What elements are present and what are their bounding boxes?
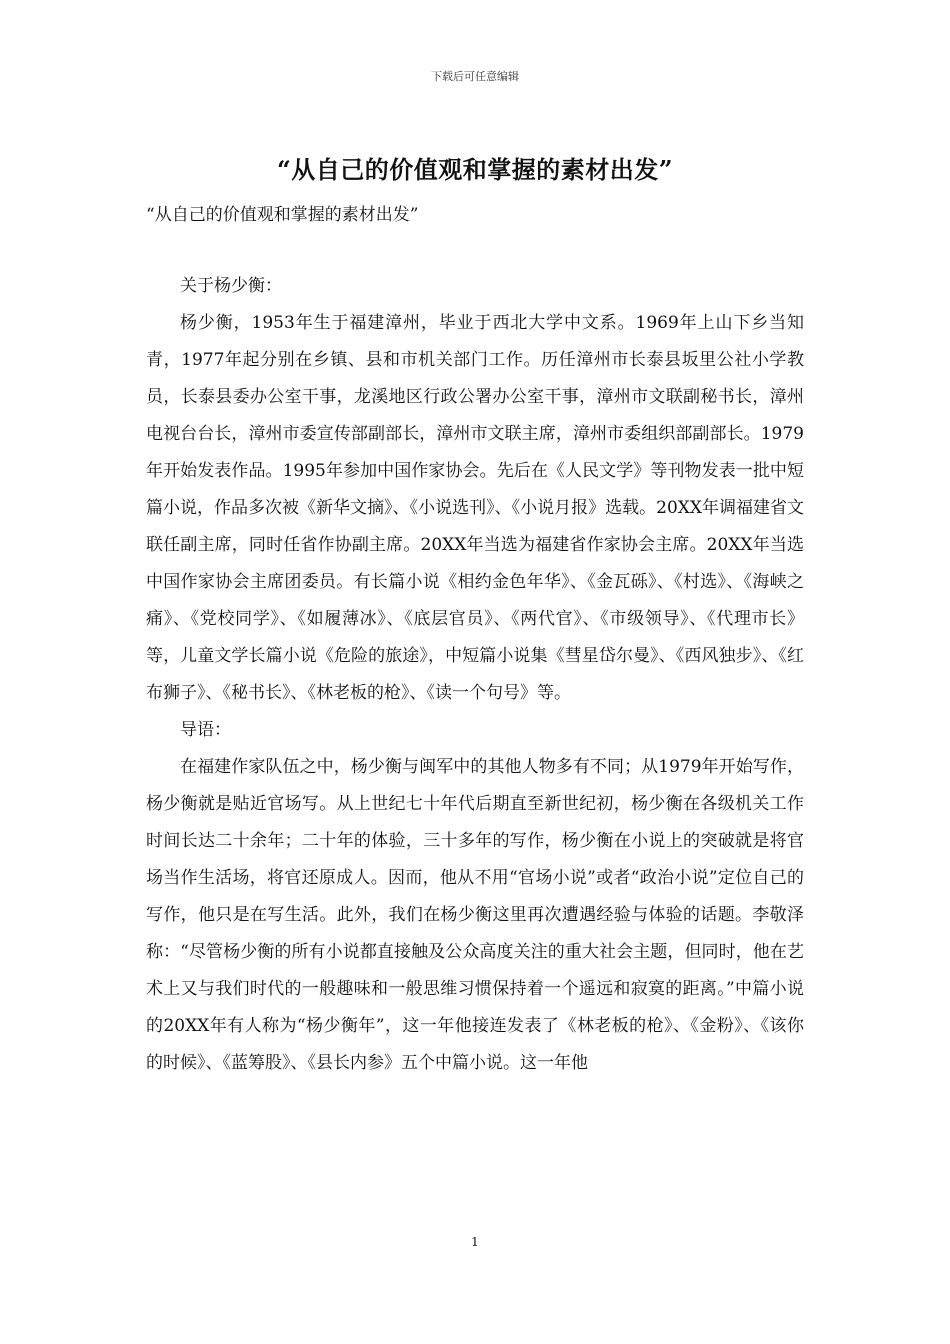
document-title: “从自己的价值观和掌握的素材出发” [276,155,674,184]
document-subtitle: “从自己的价值观和掌握的素材出发” [146,205,419,225]
about-heading: 关于杨少衡： [180,276,282,296]
page-number: 1 [471,1235,479,1249]
header-note: 下载后可任意编辑 [431,70,519,83]
intro-heading: 导语： [180,720,231,740]
intro-paragraph: 在福建作家队伍之中，杨少衡与闽军中的其他人物多有不同；从1979年开始写作，杨少衡就是贴近官场写。从上世纪七十年代后期直至新世纪初，杨少衡在各级机关工作时间长达二十余年；二十年的体验，三十多年的写作，杨少衡在小说上的突破就是将官场当作生活场，将官还原成人。因而，他从不用“官场小说”或者“政治小说”定位自己的写作，他只是在写生活。此外，我们在杨少衡这里再次遭遇经验与体验的话题。李敬泽称：“尽管杨少衡的所有小说都直接触及公众高度关注的重大社会主题，但同时，他在艺术上又与我们时代的一般趣味和一般思维习惯保持着一个遥远和寂寞的距离。”中篇小说的20XX年有人称为“杨少衡年”，这一年他接连发表了《林老板的枪》、《金粉》、《该你的时候》、《蓝筹股》、《县长内参》五个中篇小说。这一年他 [146,757,804,1073]
document-body [146,268,804,1082]
about-paragraph: 杨少衡，1953年生于福建漳州，毕业于西北大学中文系。1969年上山下乡当知青，1977年起分别在乡镇、县和市机关部门工作。历任漳州市长泰县坂里公社小学教员，长泰县委办公室干事，龙溪地区行政公署办公室干事，漳州市文联副秘书长，漳州电视台台长，漳州市委宣传部副部长，漳州市文联主席，漳州市委组织部副部长。1979年开始发表作品。1995年参加中国作家协会。先后在《人民文学》等刊物发表一批中短篇小说，作品多次被《新华文摘》、《小说选刊》、《小说月报》选载。20XX年调福建省文联任副主席，同时任省作协副主席。20XX年当选为福建省作家协会主席。20XX年当选中国作家协会主席团委员。有长篇小说《相约金色年华》、《金瓦砾》、《村选》、《海峡之痛》、《党校同学》、《如履薄冰》、《底层官员》、《两代官》、《市级领导》、《代理市长》等，儿童文学长篇小说《危险的旅途》，中短篇小说集《彗星岱尔曼》、《西风独步》、《红布狮子》、《秘书长》、《林老板的枪》、《读一个句号》等。 [146,313,804,703]
